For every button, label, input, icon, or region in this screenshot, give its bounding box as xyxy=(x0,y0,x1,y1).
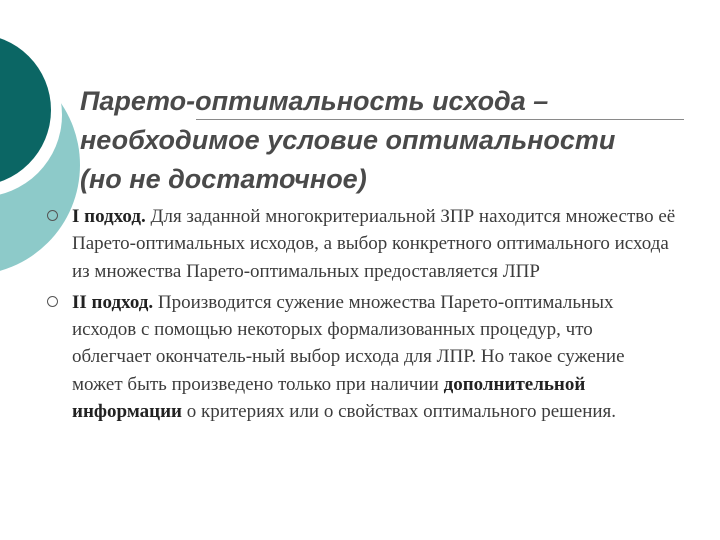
title-line-3: (но не достаточное) xyxy=(80,164,367,194)
bullet-lead: I подход. xyxy=(72,206,146,227)
bullet-body: Для заданной многокритериальной ЗПР находится множество её Парето-оптимальных исходов, а выбор конкретного оптимального исхода из множества Парето-оптимальных предоставляется ЛПР xyxy=(72,206,676,282)
bullet-text xyxy=(72,289,676,425)
bullet-body-end: о критериях или о свойствах оптимального решения. xyxy=(181,401,617,423)
bullet-item-approach-1 xyxy=(46,203,676,285)
bullet-lead: II подход. xyxy=(72,291,154,313)
title-line-1: Парето-оптимальность исхода – xyxy=(80,86,549,116)
title-line-2: необходимое условие оптимальности xyxy=(80,125,616,155)
bullet-body: Производится сужение множества Парето-оптимальных исходов с помощью некоторых формализованных процедур, что облегчает окончатель-ный выбор исхода для ЛПР. Но такое сужение может быть произведено только при наличии xyxy=(72,291,625,395)
circle-bullet-icon xyxy=(47,210,58,221)
circle-bullet-icon xyxy=(47,296,58,307)
bullet-item-approach-2 xyxy=(46,289,676,425)
slide-title xyxy=(80,82,716,199)
bullet-list xyxy=(46,203,676,429)
bullet-emphasis: дополнительной информации xyxy=(72,373,586,423)
bullet-text xyxy=(72,203,676,285)
